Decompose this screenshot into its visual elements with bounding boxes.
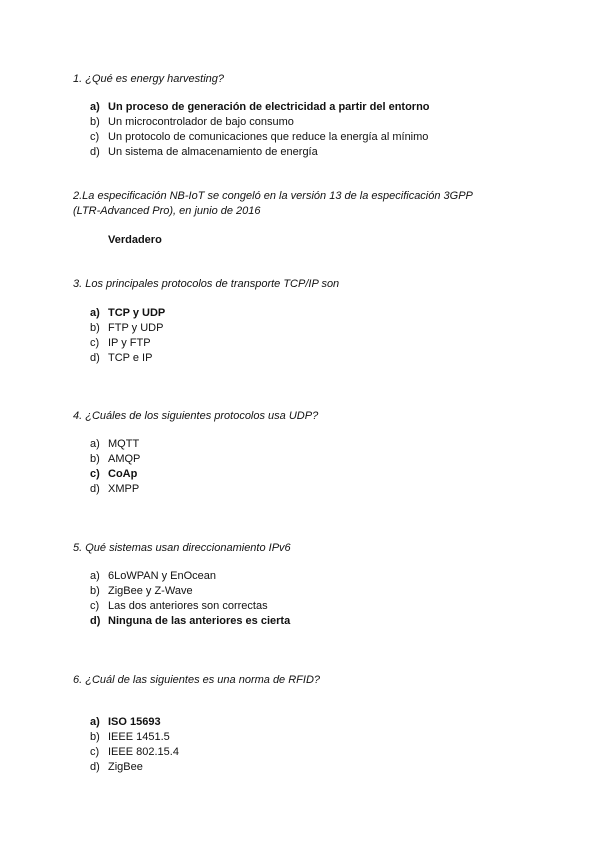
option-4a: a) MQTT: [90, 438, 140, 450]
option-3b: b) FTP y UDP: [90, 322, 164, 334]
option-5c: c) Las dos anteriores son correctas: [90, 600, 268, 612]
question-6-text: 6. ¿Cuál de las siguientes es una norma de RFID?: [73, 674, 321, 686]
option-6b: b) IEEE 1451.5: [90, 731, 170, 743]
option-5a: a) 6LoWPAN y EnOcean: [90, 570, 217, 582]
option-4b: b) AMQP: [90, 453, 141, 465]
option-5b: b) ZigBee y Z-Wave: [90, 585, 193, 597]
question-2-text: [73, 189, 513, 219]
question-2-line-1: 2.La especificación NB-IoT se congeló en la versión 13 de la especificación 3GPP: [73, 190, 473, 202]
option-3d: d) TCP e IP: [90, 352, 153, 364]
option-1d: d) Un sistema de almacenamiento de energía: [90, 146, 318, 158]
option-4c: c) CoAp: [90, 468, 138, 480]
question-6-options: [90, 715, 179, 775]
question-3-text: 3. Los principales protocolos de transporte TCP/IP son: [73, 278, 340, 290]
option-6a: a) ISO 15693: [90, 716, 161, 728]
question-4-options: [90, 437, 140, 497]
question-3-options: [90, 306, 165, 366]
question-1-options: [90, 100, 430, 160]
question-2-answer: Verdadero: [108, 234, 162, 246]
question-4-text: 4. ¿Cuáles de los siguientes protocolos usa UDP?: [73, 410, 319, 422]
option-5d: d) Ninguna de las anteriores es cierta: [90, 615, 291, 627]
option-1c: c) Un protocolo de comunicaciones que reduce la energía al mínimo: [90, 131, 429, 143]
option-4d: d) XMPP: [90, 483, 140, 495]
question-1-text: 1. ¿Qué es energy harvesting?: [73, 73, 225, 85]
option-1a: a) Un proceso de generación de electricidad a partir del entorno: [90, 101, 430, 113]
option-1b: b) Un microcontrolador de bajo consumo: [90, 116, 294, 128]
option-6d: d) ZigBee: [90, 761, 143, 773]
option-6c: c) IEEE 802.15.4: [90, 746, 179, 758]
question-5-options: [90, 569, 290, 629]
option-3a: a) TCP y UDP: [90, 307, 166, 319]
question-2-line-2: (LTR-Advanced Pro), en junio de 2016: [73, 205, 261, 217]
option-3c: c) IP y FTP: [90, 337, 151, 349]
question-5-text: 5. Qué sistemas usan direccionamiento IPv6: [73, 542, 291, 554]
